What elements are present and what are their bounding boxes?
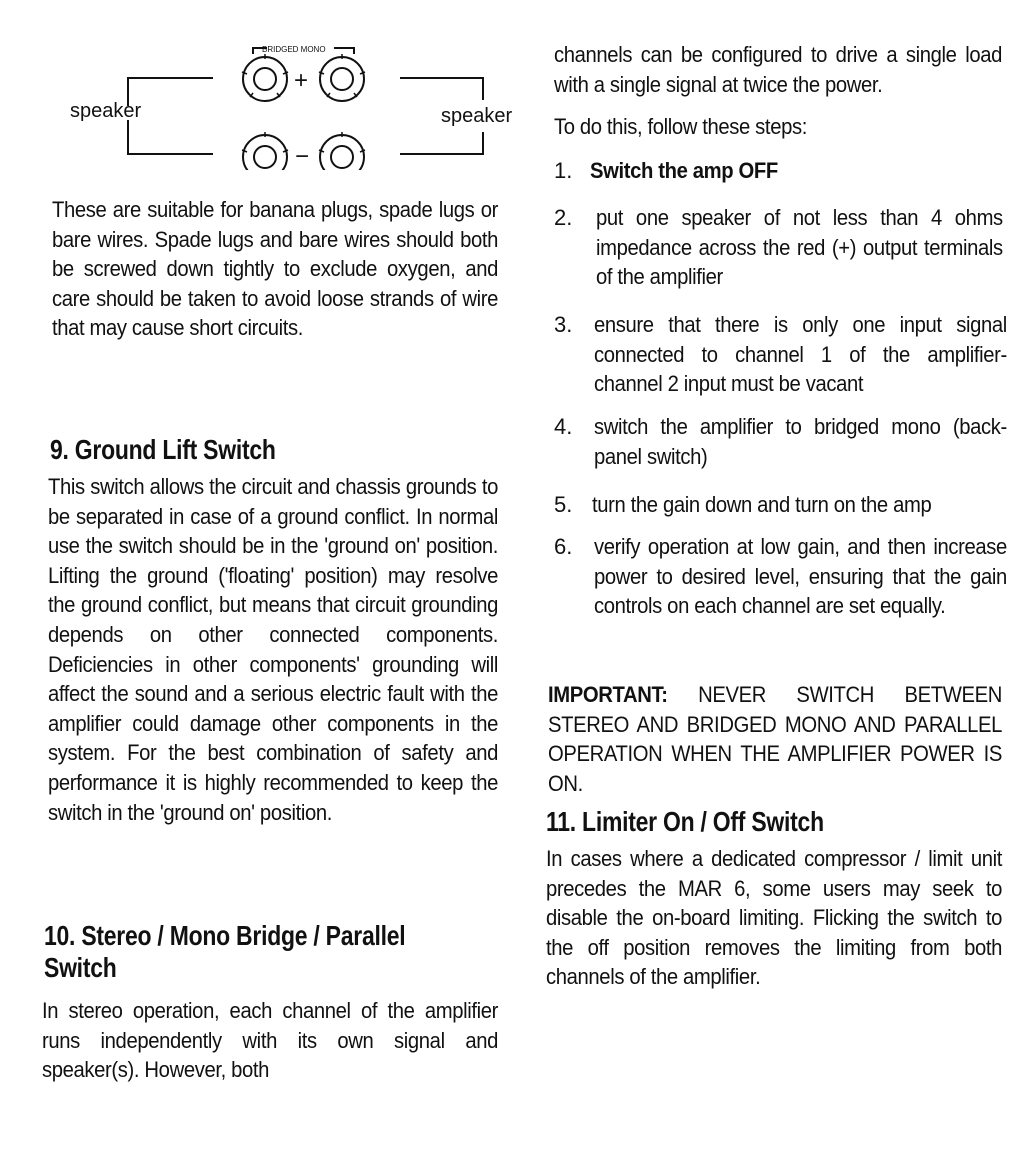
step-number: 6. <box>554 534 573 559</box>
step-number: 5. <box>554 492 573 517</box>
step-text: switch the amplifier to bridged mono (back-panel switch) <box>594 414 1007 469</box>
terminal-bottom-right <box>320 135 364 170</box>
terminal-bottom-left <box>243 135 287 170</box>
speaker-label-left: speaker <box>70 100 142 122</box>
section-11-paragraph: In cases where a dedicated compressor / limit unit precedes the MAR 6, some users may seek to disable the on-board limiting. Flicking the switch to the off position removes the limiting from both channels of the amplifier. <box>546 846 1003 990</box>
bridged-mono-label: BRIDGED MONO <box>262 45 326 54</box>
step-text: turn the gain down and turn on the amp <box>592 492 932 517</box>
minus-sign: − <box>295 143 310 170</box>
terminal-top-left <box>243 57 287 101</box>
step-number: 2. <box>554 205 573 230</box>
section-9-heading: 9. Ground Lift Switch <box>50 434 276 465</box>
steps-intro: To do this, follow these steps: <box>554 114 807 139</box>
important-label: IMPORTANT: <box>548 682 668 707</box>
step-text: ensure that there is only one input signal connected to channel 1 of the amplifier- channel 2 input must be vacant <box>594 312 1007 397</box>
step-number: 4. <box>554 414 573 439</box>
section-10-heading-line2: Switch <box>44 952 117 983</box>
section-10-heading-line1: 10. Stereo / Mono Bridge / Parallel <box>44 920 406 951</box>
section-9-paragraph: This switch allows the circuit and chassis grounds to be separated in case of a ground conflict. In normal use the switch should be in the 'ground on' position. Lifting the ground ('floating' position) may resolve the ground conflict, but means that circuit grounding depends on other connected components. Deficiencies in other components' grounding will affect the sound and a serious electric fault with the amplifier could damage other components in the system. For the best combination of safety and performance it is highly recommended to keep the switch in the 'ground on' position. <box>48 474 499 825</box>
terminal-top-right <box>320 57 364 101</box>
step-text: put one speaker of not less than 4 ohms impedance across the red (+) output terminals of the amplifier <box>596 205 1003 290</box>
important-notice <box>548 680 1002 798</box>
plus-sign: + <box>294 67 309 94</box>
bridged-mono-terminal-diagram <box>60 40 530 170</box>
speaker-label-right: speaker <box>441 105 513 127</box>
step-number: 1. <box>554 158 573 183</box>
section-11-heading: 11. Limiter On / Off Switch <box>546 806 824 837</box>
step-text: Switch the amp OFF <box>590 158 778 183</box>
terminals-paragraph: These are suitable for banana plugs, spade lugs or bare wires. Spade lugs and bare wires should both be screwed down tightly to exclude oxygen, and care should be taken to avoid loose strands of wire that may cause short circuits. <box>52 197 499 341</box>
section-10-paragraph: In stereo operation, each channel of the amplifier runs independently with its own signal and speaker(s). However, both <box>42 998 499 1083</box>
continuation-paragraph: channels can be configured to drive a single load with a single signal at twice the power. <box>554 42 1003 97</box>
step-number: 3. <box>554 312 573 337</box>
section-10-heading <box>44 920 498 984</box>
important-text: NEVER SWITCH BETWEEN STEREO AND BRIDGED MONO AND PARALLEL OPERATION WHEN THE AMPLIFIER POWER IS ON. <box>548 682 1003 796</box>
step-text: verify operation at low gain, and then increase power to desired level, ensuring that the gain controls on each channel are set equally. <box>594 534 1007 619</box>
